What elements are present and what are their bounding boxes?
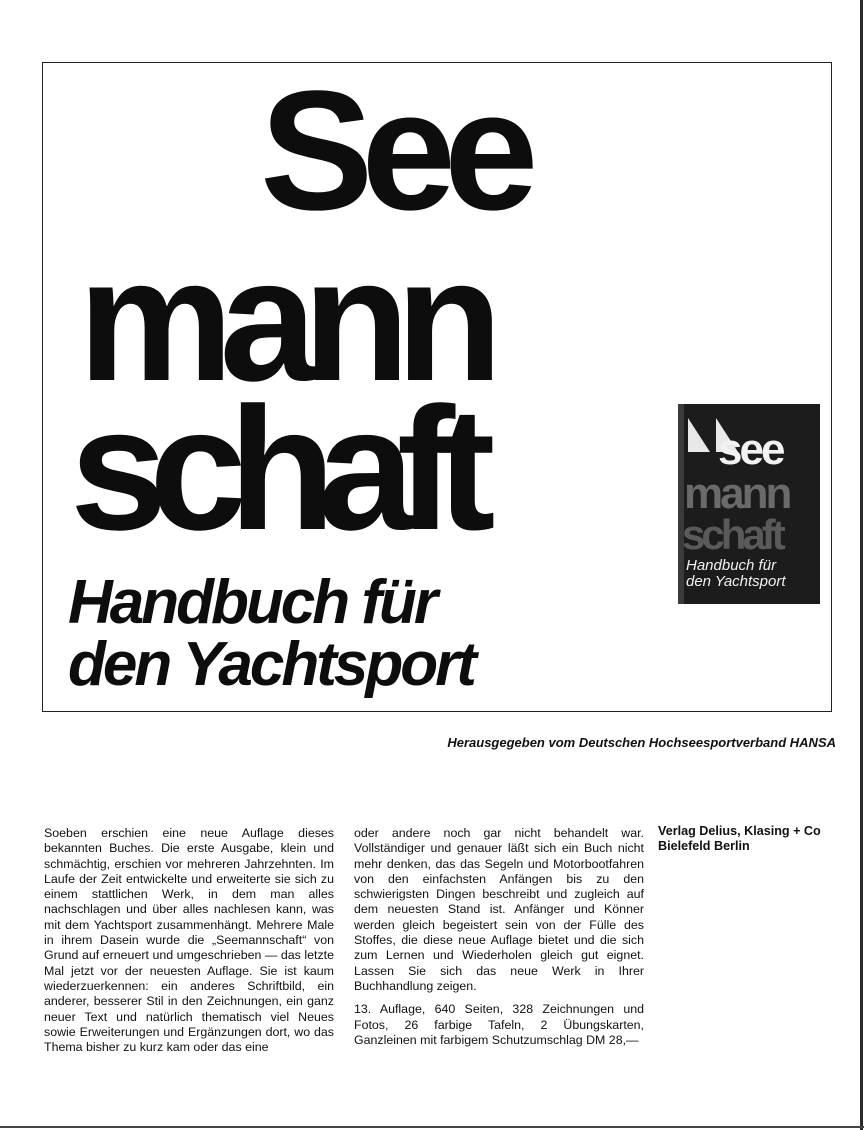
headline-schaft: schaft: [70, 372, 478, 567]
body-column-2: [354, 826, 644, 1048]
page-bottom-rule: [0, 1126, 864, 1128]
page-edge-rule: [860, 0, 863, 1130]
book-subtitle-line-1: Handbuch für: [686, 557, 777, 574]
body-paragraph: Soeben erschien eine neue Auflage dieses bekannten Buches. Die erste Ausgabe, klein und schmächtig, erschien vor mehreren Jahrzehnten. Im Laufe der Zeit entwickelte und erweiterte sie sich zu einem stattlichen Werk, in dem man alles nachschlagen und über alles nachlesen kann, was mit dem Yachtsport zusammenhängt. Mehrere Male in ihrem Dasein wurde die „Seemannschaft“ von Grund auf erneuert und umgeschrieben — das letzte Mal jetzt vor der neuesten Auflage. Sie ist kaum wiederzuerkennen: ein anderes Schriftbild, ein anderer, besserer Stil in den Zeichnungen, ein ganz neuer Text und natürlich thematisch viel Neues sowie Erweiterungen und Ergänzungen dort, wo das Thema bisher zu kurz kam oder das eine: [44, 826, 334, 1055]
book-title-see: see: [718, 425, 783, 474]
publisher-imprint: [658, 824, 848, 854]
editor-credit: Herausgegeben vom Deutschen Hochseesportverband HANSA: [447, 735, 836, 750]
book-title-schaft: schaft: [682, 511, 782, 558]
book-cover-image: [678, 404, 820, 604]
publisher-cities: Bielefeld Berlin: [658, 839, 750, 853]
body-paragraph: oder andere noch gar nicht behandelt war. Vollständiger und genauer läßt sich ein Buch nicht mehr denken, das das Segeln und Motorbootfahren von den einfachsten Anfängen bis zu den schwierigsten Dingen beschreibt und zugleich auf dem neuesten Stand ist. Anfänger und Könner werden gleich begeistert sein von der Fülle des Stoffes, die diese neue Auflage bietet und die sich zum Lernen und Wiederholen gleich gut eignet. Lassen Sie sich das neue Werk in Ihrer Buchhandlung zeigen.: [354, 826, 644, 993]
book-subtitle: [686, 558, 818, 590]
body-column-1: [44, 826, 334, 1055]
publisher-name: Verlag Delius, Klasing + Co: [658, 824, 821, 838]
headline-subtitle: [68, 568, 628, 699]
headline-see: See: [260, 56, 527, 246]
edition-details: 13. Auflage, 640 Seiten, 328 Zeichnungen und Fotos, 26 farbige Tafeln, 2 Übungskarten, Ganzleinen mit farbigem Schutzumschlag DM 28,—: [354, 1002, 644, 1047]
book-subtitle-line-2: den Yachtsport: [686, 573, 786, 590]
subtitle-line-1: Handbuch für: [68, 568, 435, 637]
subtitle-line-2: den Yachtsport: [68, 630, 474, 699]
book-title-mann: mann: [684, 469, 790, 518]
sail-icon: [688, 418, 710, 452]
headline-mann: mann: [78, 223, 489, 418]
